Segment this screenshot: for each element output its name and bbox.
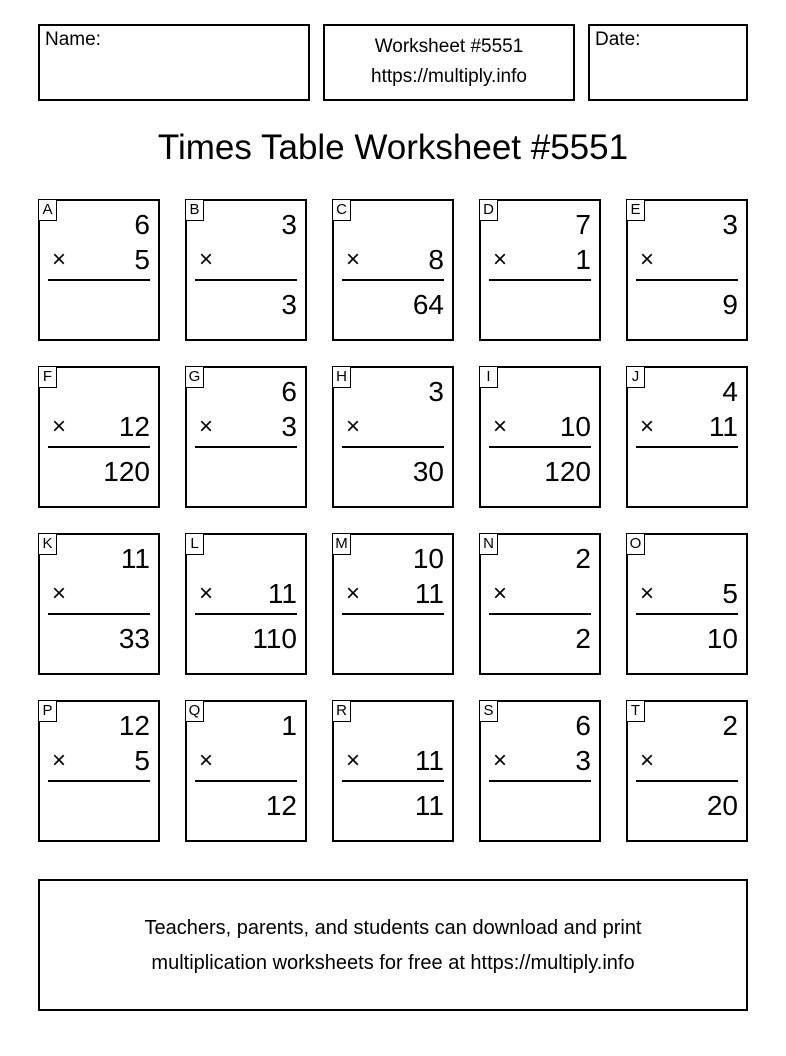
page-title: Times Table Worksheet #5551: [157, 128, 629, 167]
times-icon: ×: [640, 747, 655, 774]
problem-r[interactable]: [332, 700, 454, 842]
problem-letter: J: [626, 366, 645, 388]
multiplier: 3: [281, 411, 297, 442]
multiplicand: 6: [281, 376, 297, 407]
answer-line: [636, 780, 738, 782]
answer-line: [489, 613, 591, 615]
date-label: Date:: [595, 29, 641, 50]
times-icon: ×: [493, 413, 508, 440]
problem-letter: P: [38, 700, 57, 722]
answer-line: [195, 446, 297, 448]
times-icon: ×: [52, 580, 67, 607]
problem-n[interactable]: [479, 533, 601, 675]
product: 20: [706, 790, 738, 821]
product: 33: [118, 623, 150, 654]
answer-line: [342, 446, 444, 448]
multiplier: 5: [722, 578, 738, 609]
worksheet-id-label: Worksheet #5551: [374, 36, 524, 57]
times-icon: ×: [640, 413, 655, 440]
multiplier: 5: [134, 244, 150, 275]
answer-line: [489, 279, 591, 281]
answer-line: [48, 780, 150, 782]
multiplicand: 7: [575, 209, 591, 240]
times-icon: ×: [346, 246, 361, 273]
problem-d[interactable]: [479, 199, 601, 341]
answer-line: [342, 613, 444, 615]
multiplicand: 1: [281, 710, 297, 741]
multiplier: 3: [575, 745, 591, 776]
problem-letter: A: [38, 199, 57, 221]
site-url: https://multiply.info: [371, 66, 527, 87]
multiplier: 1: [575, 244, 591, 275]
problem-letter: M: [332, 533, 351, 555]
multiplicand: 3: [281, 209, 297, 240]
problem-p[interactable]: [38, 700, 160, 842]
multiplicand: 4: [722, 376, 738, 407]
problem-letter: N: [479, 533, 498, 555]
date-field[interactable]: [588, 24, 748, 101]
problem-letter: L: [185, 533, 204, 555]
multiplier: 5: [134, 745, 150, 776]
answer-line: [195, 279, 297, 281]
problem-t[interactable]: [626, 700, 748, 842]
name-label: Name:: [45, 29, 101, 50]
product: 3: [281, 289, 297, 320]
problem-c[interactable]: [332, 199, 454, 341]
footer-line-1: Teachers, parents, and students can download and print: [144, 917, 642, 939]
times-icon: ×: [52, 747, 67, 774]
problem-letter: B: [185, 199, 204, 221]
problem-letter: C: [332, 199, 351, 221]
answer-line: [342, 780, 444, 782]
times-icon: ×: [640, 246, 655, 273]
answer-line: [342, 279, 444, 281]
problem-j[interactable]: [626, 366, 748, 508]
problem-a[interactable]: [38, 199, 160, 341]
times-icon: ×: [346, 747, 361, 774]
answer-line: [48, 446, 150, 448]
product: 12: [265, 790, 297, 821]
problem-letter: H: [332, 366, 351, 388]
times-icon: ×: [346, 413, 361, 440]
multiplicand: 3: [722, 209, 738, 240]
problem-letter: O: [626, 533, 645, 555]
problem-e[interactable]: [626, 199, 748, 341]
times-icon: ×: [199, 413, 214, 440]
problem-h[interactable]: [332, 366, 454, 508]
times-icon: ×: [199, 580, 214, 607]
answer-line: [489, 780, 591, 782]
multiplicand: 11: [120, 543, 150, 574]
problem-letter: I: [479, 366, 498, 388]
multiplicand: 2: [722, 710, 738, 741]
problem-m[interactable]: [332, 533, 454, 675]
multiplicand: 3: [428, 376, 444, 407]
product: 10: [706, 623, 738, 654]
product: 110: [252, 623, 297, 654]
problem-q[interactable]: [185, 700, 307, 842]
answer-line: [636, 446, 738, 448]
multiplier: 10: [559, 411, 591, 442]
problem-l[interactable]: [185, 533, 307, 675]
times-icon: ×: [346, 580, 361, 607]
multiplier: 11: [267, 578, 297, 609]
answer-line: [636, 279, 738, 281]
problem-letter: E: [626, 199, 645, 221]
product: 64: [412, 289, 444, 320]
product: 30: [412, 456, 444, 487]
answer-line: [48, 279, 150, 281]
answer-line: [636, 613, 738, 615]
problem-letter: G: [185, 366, 204, 388]
multiplicand: 10: [412, 543, 444, 574]
multiplicand: 6: [134, 209, 150, 240]
times-icon: ×: [52, 413, 67, 440]
multiplier: 11: [708, 411, 738, 442]
answer-line: [195, 613, 297, 615]
problem-letter: R: [332, 700, 351, 722]
worksheet-id-box: [323, 24, 575, 101]
problem-o[interactable]: [626, 533, 748, 675]
answer-line: [489, 446, 591, 448]
problem-b[interactable]: [185, 199, 307, 341]
multiplicand: 6: [575, 710, 591, 741]
product: 2: [575, 623, 591, 654]
multiplicand: 12: [118, 710, 150, 741]
times-icon: ×: [493, 747, 508, 774]
problem-letter: F: [38, 366, 57, 388]
times-icon: ×: [640, 580, 655, 607]
problem-s[interactable]: [479, 700, 601, 842]
times-icon: ×: [199, 747, 214, 774]
problem-letter: D: [479, 199, 498, 221]
multiplier: 12: [118, 411, 150, 442]
product: 11: [414, 790, 444, 821]
problem-f[interactable]: [38, 366, 160, 508]
multiplicand: 2: [575, 543, 591, 574]
problem-i[interactable]: [479, 366, 601, 508]
multiplier: 8: [428, 244, 444, 275]
multiplier: 11: [414, 745, 444, 776]
footer-line-2: multiplication worksheets for free at https://multiply.info: [151, 952, 635, 974]
product: 120: [103, 456, 150, 487]
problem-letter: K: [38, 533, 57, 555]
product: 120: [544, 456, 591, 487]
times-icon: ×: [199, 246, 214, 273]
answer-line: [195, 780, 297, 782]
times-icon: ×: [493, 246, 508, 273]
times-icon: ×: [52, 246, 67, 273]
answer-line: [48, 613, 150, 615]
problem-letter: Q: [185, 700, 204, 722]
product: 9: [722, 289, 738, 320]
problem-g[interactable]: [185, 366, 307, 508]
problem-letter: S: [479, 700, 498, 722]
footer-note: [38, 879, 748, 1011]
problem-k[interactable]: [38, 533, 160, 675]
multiplier: 11: [414, 578, 444, 609]
name-field[interactable]: [38, 24, 310, 101]
problem-letter: T: [626, 700, 645, 722]
times-icon: ×: [493, 580, 508, 607]
